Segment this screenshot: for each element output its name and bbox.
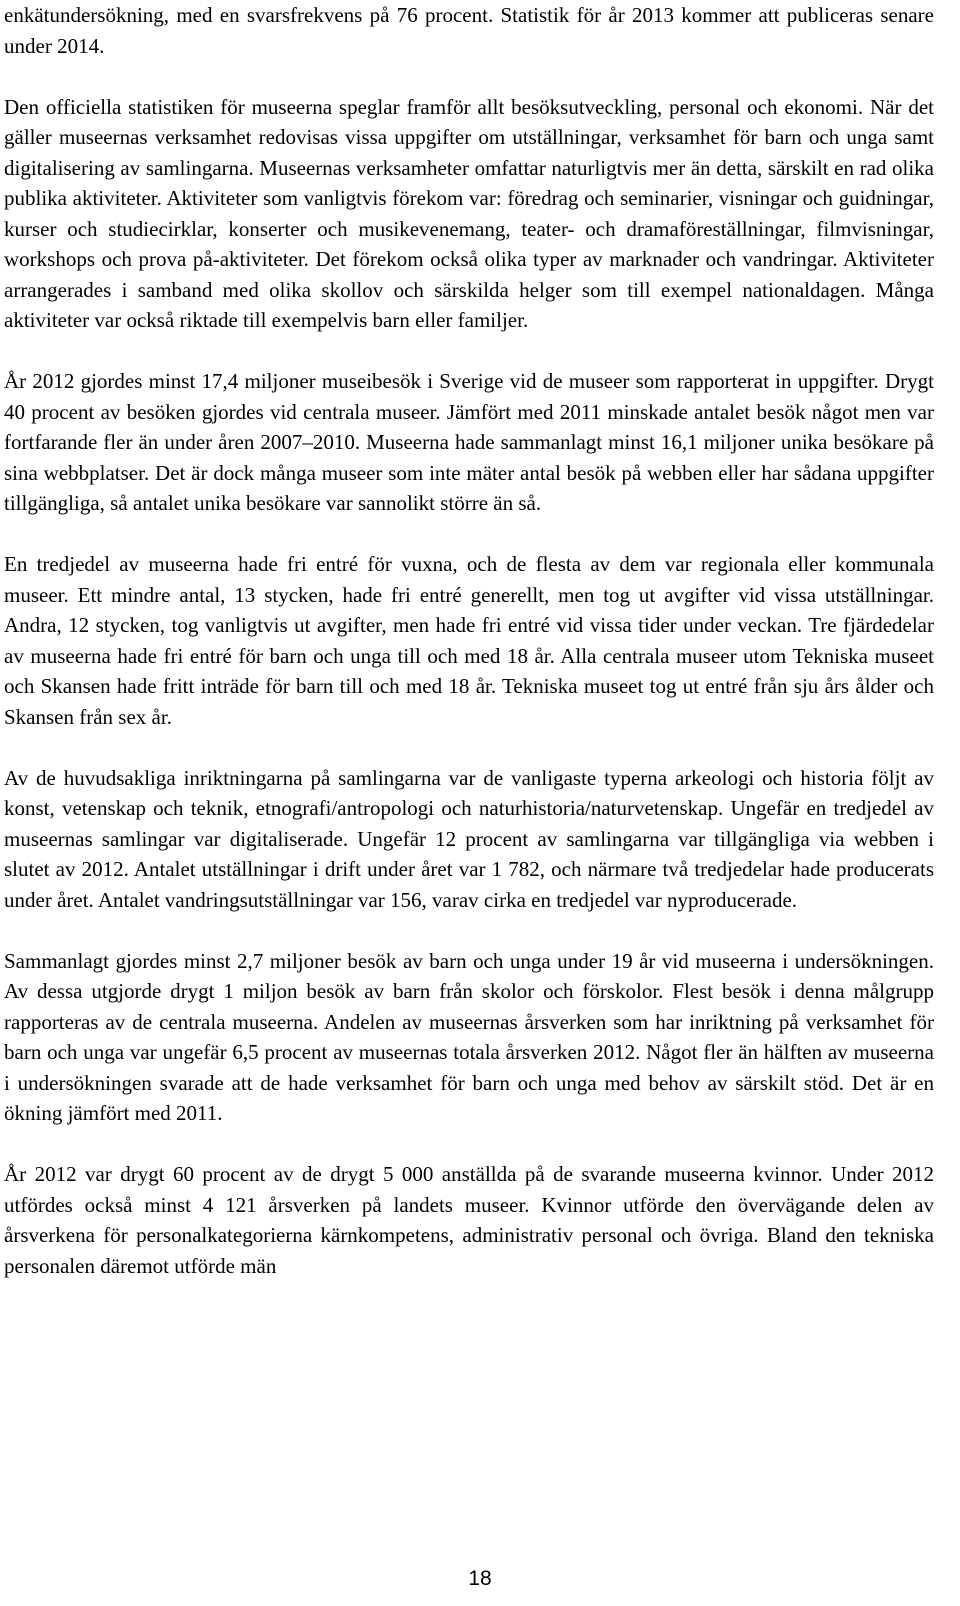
paragraph-staff: År 2012 var drygt 60 procent av de drygt 5 000 anställda på de svarande museerna kvinnor. Under 2012 utfördes också minst 4 121 årsverken på landets museer. Kvinnor utförde den övervägande delen av årsverkena för personalkategorierna kärnkompetens, administrativ personal och övriga. Bland den tekniska personalen däremot utförde män [4, 1162, 934, 1278]
paragraph-official-statistics: Den officiella statistiken för museerna speglar framför allt besöksutveckling, personal och ekonomi. När det gäller museernas verksamhet redovisas vissa uppgifter om utställningar, verksamhet för barn och unga samt digitalisering av samlingarna. Museernas verksamheter omfattar naturligtvis mer än detta, särskilt en rad olika publika aktiviteter. Aktiviteter som vanligtvis förekom var: föredrag och seminarier, visningar och guidningar, kurser och studiecirklar, konserter och musikevenemang, teater- och dramaföreställningar, filmvisningar, workshops och prova på-aktiviteter. Det förekom också olika typer av marknader och vandringar. Aktiviteter arrangerades i samband med olika skollov och särskilda helger som till exempel nationaldagen. Många aktiviteter var också riktade till exempelvis barn eller familjer. [4, 94, 934, 332]
page-number: 18 [468, 1567, 492, 1590]
paragraph-free-entry: En tredjedel av museerna hade fri entré för vuxna, och de flesta av dem var regionala eller kommunala museer. Ett mindre antal, 13 stycken, hade fri entré generellt, men tog ut avgifter vid vissa utställningar. Andra, 12 stycken, tog vanligtvis ut avgifter, men hade fri entré vid vissa tider under veckan. Tre fjärdedelar av museerna hade fri entré för barn och unga till och med 18 år. Alla centrala museer utom Tekniska museet och Skansen hade fritt inträde för barn till och med 18 år. Tekniska museet tog ut entré från sju års ålder och Skansen från sex år. [4, 552, 934, 729]
paragraph-survey-intro: enkätundersökning, med en svarsfrekvens på 76 procent. Statistik för år 2013 kommer att publiceras senare under 2014. [4, 3, 934, 58]
paragraph-collections: Av de huvudsakliga inriktningarna på samlingarna var de vanligaste typerna arkeologi och historia följt av konst, vetenskap och teknik, etnografi/antropologi och naturhistoria/naturvetenskap. Ungefär en tredjedel av museernas samlingar var digitaliserade. Ungefär 12 procent av samlingarna var tillgängliga via webben i slutet av 2012. Antalet utställningar i drift under året var 1 782, och närmare två tredjedelar hade producerats under året. Antalet vandringsutställningar var 156, varav cirka en tredjedel var nyproducerade. [4, 765, 934, 912]
paragraph-museum-visits: År 2012 gjordes minst 17,4 miljoner museibesök i Sverige vid de museer som rapporterat in uppgifter. Drygt 40 procent av besöken gjordes vid centrala museer. Jämfört med 2011 minskade antalet besök något men var fortfarande fler än under åren 2007–2010. Museerna hade sammanlagt minst 16,1 miljoner unika besökare på sina webbplatser. Det är dock många museer som inte mäter antal besök på webben eller har sådana uppgifter tillgängliga, så antalet unika besökare var sannolikt större än så. [4, 369, 934, 515]
paragraph-children-youth: Sammanlagt gjordes minst 2,7 miljoner besök av barn och unga under 19 år vid museerna i undersökningen. Av dessa utgjorde drygt 1 miljon besök av barn från skolor och förskolor. Flest besök i denna målgrupp rapporteras av de centrala museerna. Andelen av museernas årsverken som har inriktning på verksamhet för barn och unga var ungefär 6,5 procent av museernas totala årsverken 2012. Något fler än hälften av museerna i undersökningen svarade att de hade verksamhet för barn och unga med behov av särskilt stöd. Det är en ökning jämfört med 2011. [4, 948, 934, 1125]
